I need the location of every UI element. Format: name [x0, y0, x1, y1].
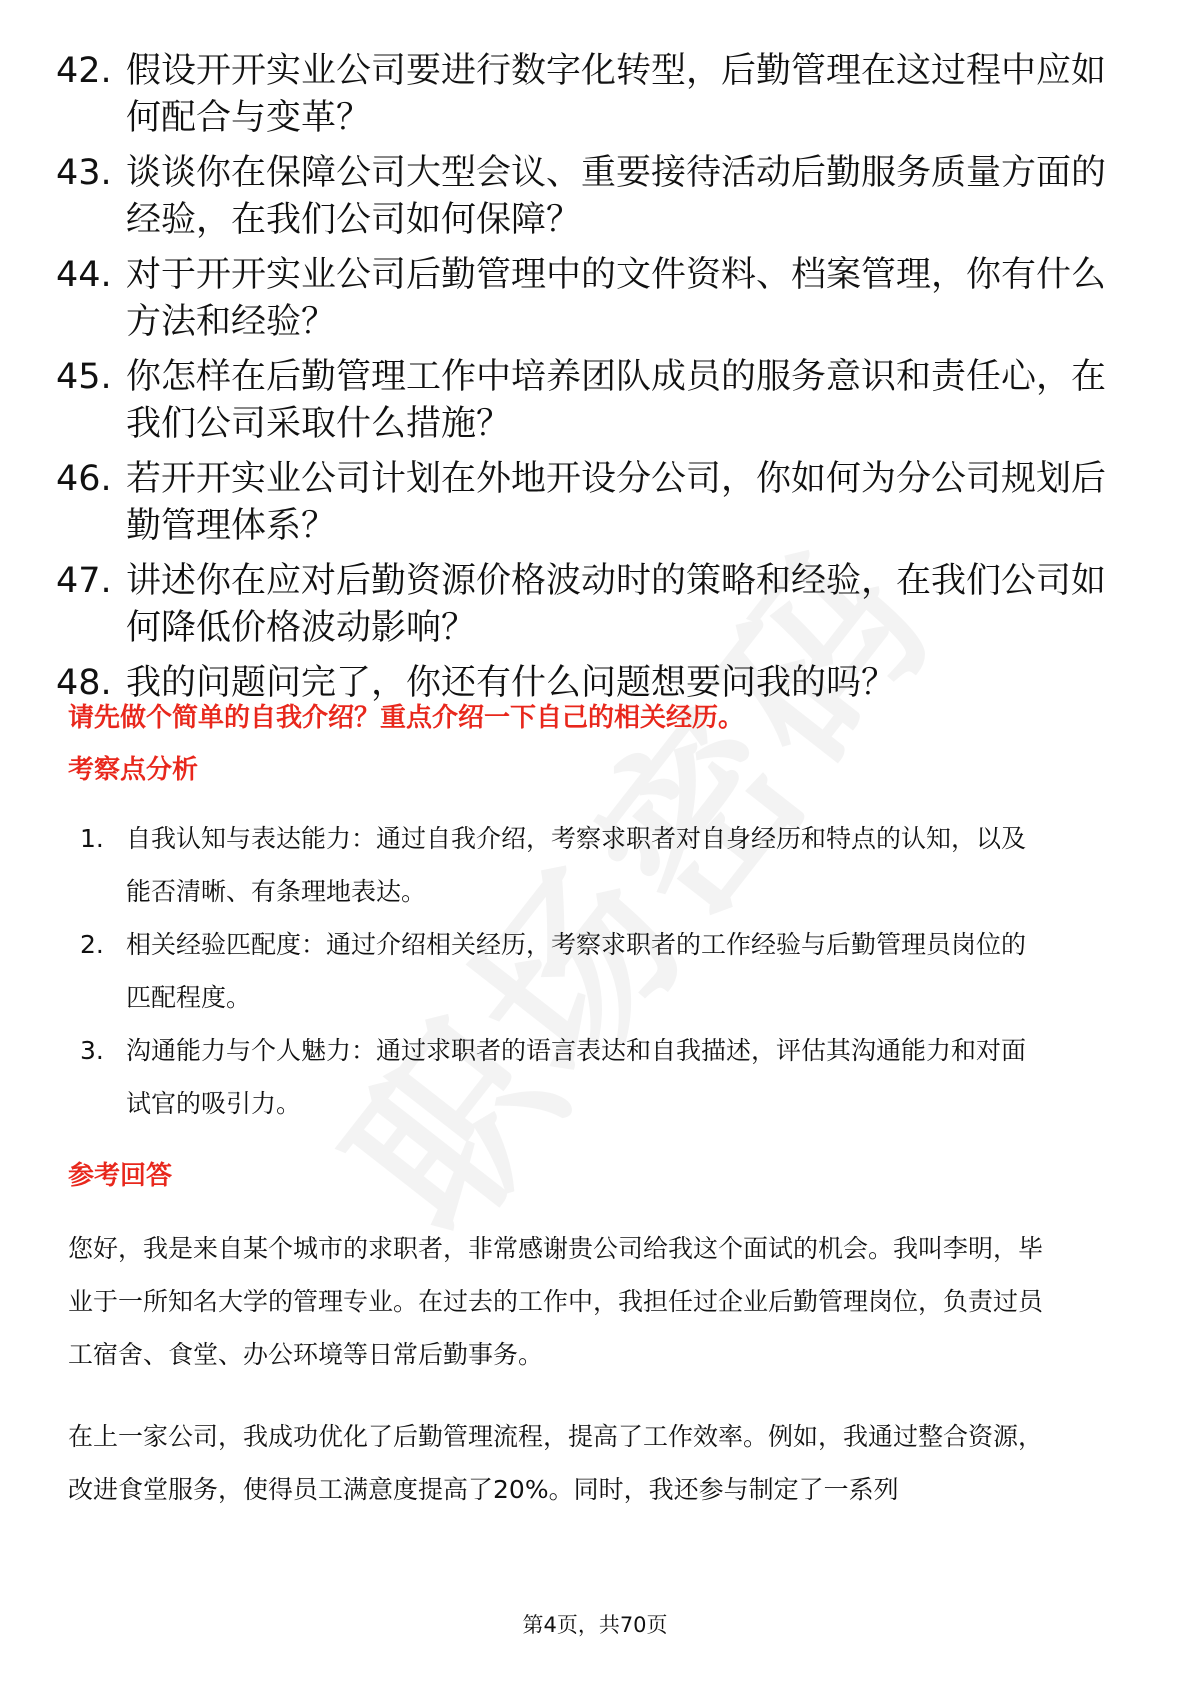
- question-item: [56, 48, 1136, 142]
- analysis-list: [70, 812, 1050, 1130]
- analysis-text: 相关经验匹配度：通过介绍相关经历，考察求职者的工作经验与后勤管理员岗位的匹配程度。: [126, 930, 1027, 1012]
- question-text: 讲述你在应对后勤资源价格波动时的策略和经验，在我们公司如何降低价格波动影响？: [126, 561, 1107, 648]
- question-item: [56, 354, 1136, 448]
- analysis-title: 考察点分析: [68, 755, 199, 785]
- question-item: [56, 150, 1136, 244]
- question-number: 45.: [56, 357, 112, 397]
- answer-paragraph: 您好，我是来自某个城市的求职者，非常感谢贵公司给我这个面试的机会。我叫李明，毕业于一所知名大学的管理专业。在过去的工作中，我担任过企业后勤管理岗位，负责过员工宿舍、食堂、办公环境等日常后勤事务。: [68, 1234, 1044, 1369]
- question-item: [56, 558, 1136, 652]
- analysis-number: 3.: [80, 1036, 104, 1065]
- question-text: 若开开实业公司计划在外地开设分公司，你如何为分公司规划后勤管理体系？: [126, 459, 1107, 546]
- page-footer: 第4页，共70页: [522, 1613, 668, 1637]
- question-number: 43.: [56, 153, 112, 193]
- question-number: 44.: [56, 255, 112, 295]
- analysis-item: [70, 1024, 1050, 1130]
- answer-paragraph: 在上一家公司，我成功优化了后勤管理流程，提高了工作效率。例如，我通过整合资源，改进食堂服务，使得员工满意度提高了20%。同时，我还参与制定了一系列: [68, 1422, 1044, 1504]
- analysis-number: 1.: [80, 824, 104, 853]
- question-number: 42.: [56, 51, 112, 91]
- question-number: 47.: [56, 561, 112, 601]
- question-text: 假设开开实业公司要进行数字化转型，后勤管理在这过程中应如何配合与变革？: [126, 51, 1107, 138]
- analysis-text: 沟通能力与个人魅力：通过求职者的语言表达和自我描述，评估其沟通能力和对面试官的吸引力。: [126, 1036, 1027, 1118]
- question-item: [56, 252, 1136, 346]
- answer-title: 参考回答: [68, 1161, 173, 1191]
- section-question: 请先做个简单的自我介绍？重点介绍一下自己的相关经历。: [68, 703, 745, 733]
- analysis-item: [70, 918, 1050, 1024]
- analysis-number: 2.: [80, 930, 104, 959]
- question-text: 你怎样在后勤管理工作中培养团队成员的服务意识和责任心，在我们公司采取什么措施？: [126, 357, 1107, 444]
- question-text: 我的问题问完了，你还有什么问题想要问我的吗？: [126, 663, 897, 703]
- question-item: [56, 456, 1136, 550]
- analysis-text: 自我认知与表达能力：通过自我介绍，考察求职者对自身经历和特点的认知，以及能否清晰、有条理地表达。: [126, 824, 1027, 906]
- question-text: 对于开开实业公司后勤管理中的文件资料、档案管理，你有什么方法和经验？: [126, 255, 1107, 342]
- question-list: [56, 48, 1136, 715]
- analysis-item: [70, 812, 1050, 918]
- question-number: 46.: [56, 459, 112, 499]
- question-number: 48.: [56, 663, 112, 703]
- question-text: 谈谈你在保障公司大型会议、重要接待活动后勤服务质量方面的经验，在我们公司如何保障？: [126, 153, 1107, 240]
